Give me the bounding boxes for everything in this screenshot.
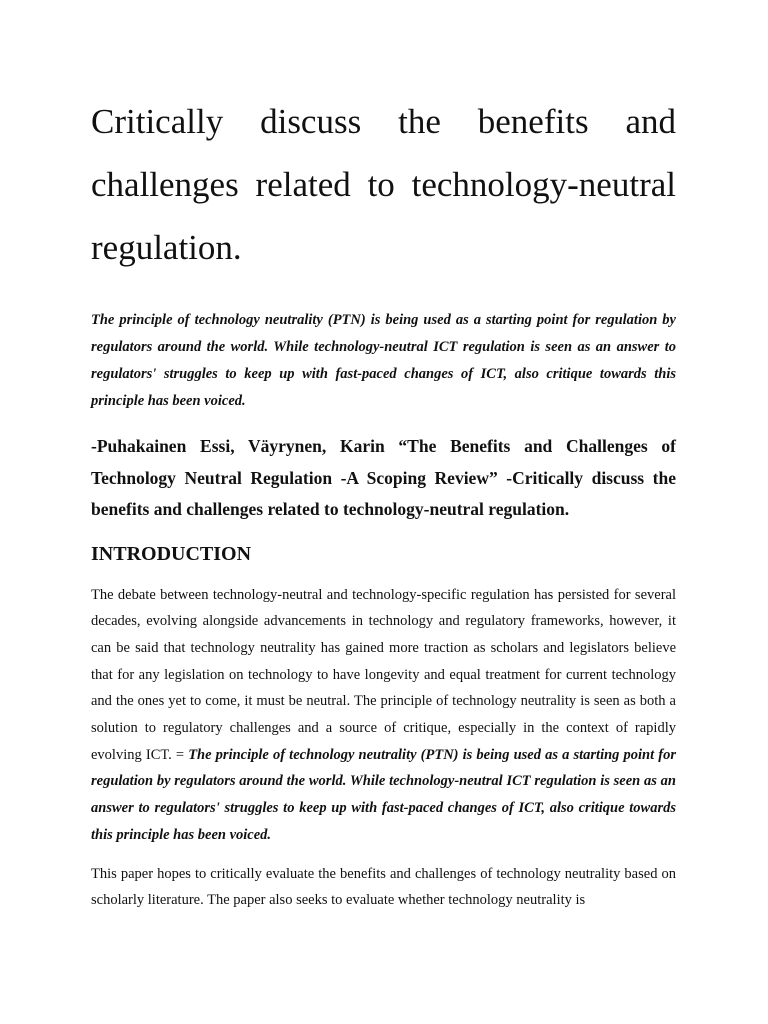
document-page (91, 90, 676, 914)
second-paragraph: This paper hopes to critically evaluate the benefits and challenges of technology neutrality based on scholarly literature. The paper also seeks to evaluate whether technology neutrality is (91, 865, 676, 909)
introduction-inline-quote: The principle of technology neutrality (PTN) is being used as a starting point for regulation by regulators around the world. While technology-neutral ICT regulation is seen as an answer to regulators' struggles to keep up with fast-paced changes of ICT, also critique towards this principle has been voiced. (91, 746, 676, 843)
citation: -Puhakainen Essi, Väyrynen, Karin “The Benefits and Challenges of Technology Neutral Regulation -A Scoping Review” -Critically discuss the benefits and challenges related to technology-neutral regulation. (91, 436, 676, 519)
document-title: Critically discuss the benefits and challenges related to technology-neutral regulation. (91, 102, 676, 267)
introduction-text: The debate between technology-neutral and technology-specific regulation has persisted for several decades, evolving alongside advancements in technology and regulatory frameworks, however, it can be said that technology neutrality has gained more traction as scholars and legislators believe that for any legislation on technology to have longevity and equal treatment for current technology and the ones yet to come, it must be neutral. The principle of technology neutrality is seen as both a solution to regulatory challenges and a source of critique, especially in the context of rapidly evolving ICT. = (91, 586, 676, 763)
section-heading-introduction: INTRODUCTION (91, 542, 252, 565)
introduction-paragraph (91, 582, 676, 849)
abstract-quote: The principle of technology neutrality (PTN) is being used as a starting point for regulation by regulators around the world. While technology-neutral ICT regulation is seen as an answer to regulators' struggles to keep up with fast-paced changes of ICT, also critique towards this principle has been voiced. (91, 312, 676, 409)
